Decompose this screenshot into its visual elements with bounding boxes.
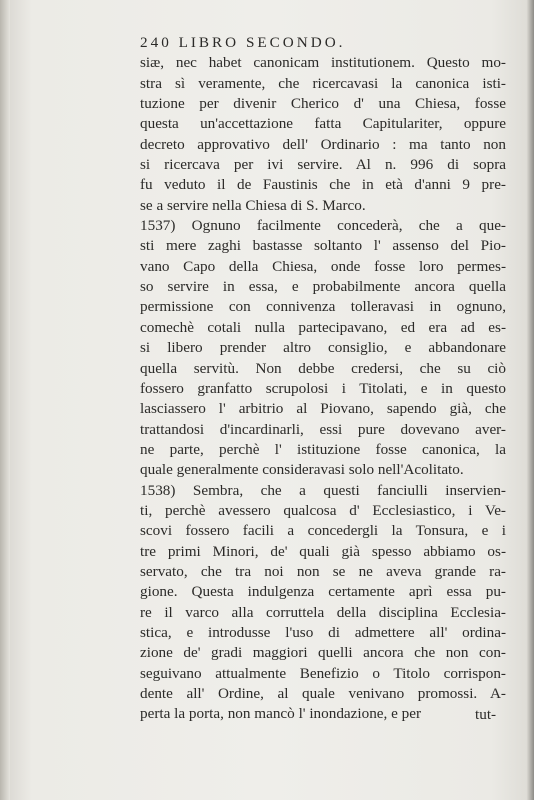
running-header: 240 LIBRO SECONDO. xyxy=(140,34,346,51)
page-edge-shadow xyxy=(526,0,534,800)
text-line: seguivano attualmente Benefizio o Titolo corrispon- xyxy=(140,664,506,682)
text-line: fossero granfatto scrupolosi i Titolati, e in questo xyxy=(140,379,506,397)
text-line: ne parte, perchè l' istituzione fosse canonica, la xyxy=(140,440,506,458)
text-line: dente all' Ordine, al quale venivano promossi. A- xyxy=(140,685,506,702)
text-line: si libero prender altro consiglio, e abbandonare xyxy=(140,339,506,357)
text-line: tre primi Minori, de' quali già spesso abbiamo os- xyxy=(140,542,506,560)
text-line: vano Capo della Chiesa, onde fosse loro permes- xyxy=(140,257,506,275)
text-line: permissione con connivenza tolleravasi in ognuno, xyxy=(140,298,506,316)
text-line: siæ, nec habet canonicam institutionem. Questo mo- xyxy=(140,54,506,72)
text-line: decreto approvativo dell' Ordinario : ma tanto non xyxy=(140,135,506,153)
text-line: servato, che tra noi non se ne aveva grande ra- xyxy=(140,562,506,580)
text-line: si ricercava per ivi servire. Al n. 996 di sopra xyxy=(140,156,506,174)
text-line: sti mere zaghi bastasse soltanto l' assenso del Pio- xyxy=(140,237,506,255)
text-line: scovi fossero facili a concedergli la Tonsura, e i xyxy=(140,522,506,540)
text-line: ti, perchè avessero qualcosa d' Ecclesiastico, i Ve- xyxy=(140,501,506,519)
body-text xyxy=(140,53,506,724)
text-line: se a servire nella Chiesa di S. Marco. xyxy=(140,196,366,214)
text-line: quale generalmente consideravasi solo nell'Acolitato. xyxy=(140,461,464,479)
text-line: lasciassero l' arbitrio al Piovano, sapendo già, che xyxy=(140,400,506,418)
catchword: tut- xyxy=(475,706,497,723)
text-line: 1538) Sembra, che a questi fanciulli inservien- xyxy=(140,481,506,499)
text-line: so servire in essa, e probabilmente ancora quella xyxy=(140,278,506,296)
page-gutter-shadow xyxy=(0,0,10,800)
text-line: perta la porta, non mancò l' inondazione, e per xyxy=(140,705,422,723)
text-line: questa un'accettazione fatta Capitulariter, oppure xyxy=(140,115,506,133)
text-line: quella servitù. Non debbe credersi, che su ciò xyxy=(140,359,506,377)
text-line: 1537) Ognuno facilmente concederà, che a que- xyxy=(140,217,506,235)
text-line: gione. Questa indulgenza certamente aprì essa pu- xyxy=(140,583,506,601)
text-line: stra sì veramente, che ricercavasi la canonica isti- xyxy=(140,74,506,92)
page-text-block xyxy=(140,33,506,725)
text-line: comechè cotali nulla partecipavano, ed era ad es- xyxy=(140,318,506,336)
text-line: trattandosi d'incardinarli, essi pure dovevano aver- xyxy=(140,420,506,438)
text-line: fu veduto il de Faustinis che in età d'anni 9 pre- xyxy=(140,176,506,194)
text-line: zione de' gradi maggiori quelli ancora che non con- xyxy=(140,644,506,662)
text-line: re il varco alla corruttela della disciplina Ecclesia- xyxy=(140,603,506,621)
text-line: tuzione per divenir Cherico d' una Chiesa, fosse xyxy=(140,95,506,113)
text-line: stica, e introdusse l'uso di admettere all' ordina- xyxy=(140,623,506,641)
